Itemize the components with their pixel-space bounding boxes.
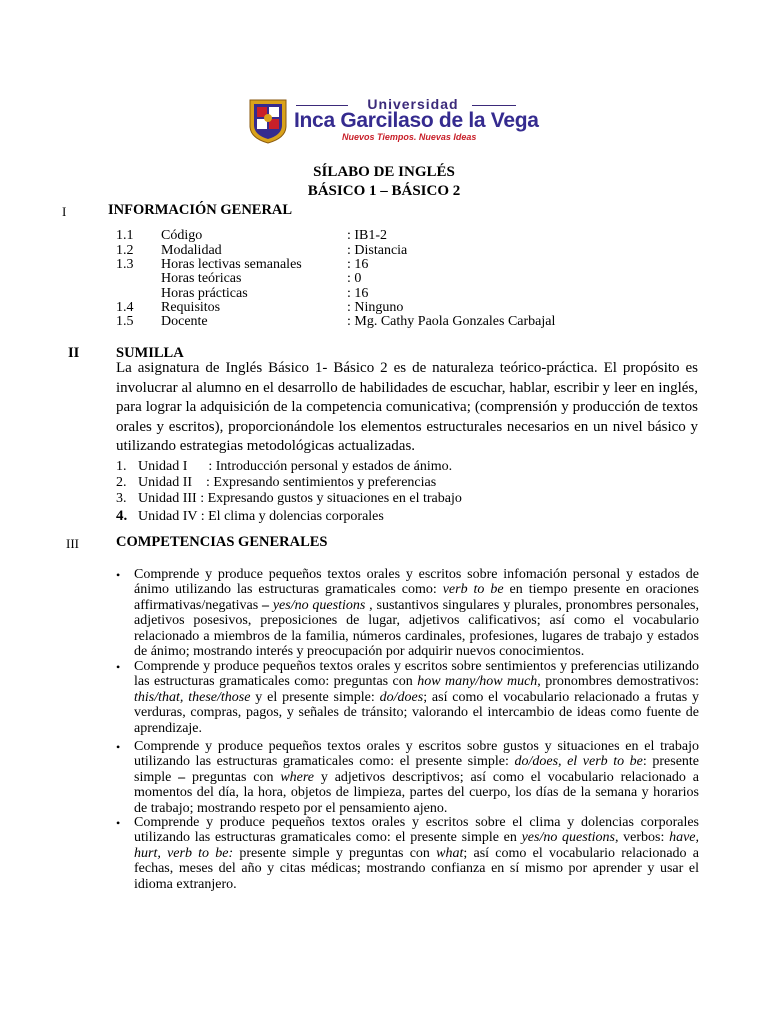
unit-number: 2.: [116, 475, 127, 490]
info-row: [116, 300, 676, 315]
unit-number: 3.: [116, 491, 127, 506]
bullet-icon: •: [116, 740, 121, 754]
unit-item: [116, 475, 436, 492]
info-value: : Distancia: [347, 243, 408, 258]
section-number: II: [68, 345, 80, 361]
info-row: [116, 286, 676, 301]
info-row: [116, 314, 676, 329]
info-row: [116, 228, 676, 243]
info-row: [116, 271, 676, 286]
info-number: 1.3: [116, 257, 134, 272]
info-key: Docente: [161, 314, 208, 329]
unit-text: Unidad II : Expresando sentimientos y preferencias: [138, 475, 437, 490]
info-number: 1.1: [116, 228, 134, 243]
info-key: Modalidad: [161, 243, 222, 258]
document-subtitle: BÁSICO 1 – BÁSICO 2: [307, 183, 461, 199]
crest-icon: [248, 96, 288, 144]
section-number: I: [62, 204, 67, 219]
unit-number: 4.: [116, 508, 128, 524]
university-logo: [248, 96, 539, 144]
section-number: III: [66, 536, 79, 551]
competence-item: Comprende y produce pequeños textos orales y escritos sobre gustos y situaciones en el trabajo utilizando las estructuras gramaticales como: el presente simple: do/does, el verb to be: presente simple – preguntas con where y adjetivos descriptivos; así como el vocabulario relacionado a momentos del día, la hora, objetos de limpieza, partes del cuerpo, los días de la semana y horarios de trabajo; mostrando respeto por el pensamiento ajeno.: [134, 739, 700, 816]
logo-tagline: Nuevos Tiempos. Nuevas Ideas: [342, 132, 477, 142]
unit-text: Unidad I : Introducción personal y estados de ánimo.: [138, 459, 453, 474]
competence-item: Comprende y produce pequeños textos orales y escritos sobre infomación personal y estados de ánimo utilizando las estructuras gramaticales como: verb to be en tiempo presente en oraciones affirmativas/negativas – yes/no questions , sustantivos singulares y plurales, pronombres personales, adjetivos posesivos, preposiciones de lugar, adjetivos calificativos; así como el vocabulario relacionado a miembros de la familia, números cardinales, profesiones, lugares de trabajo y estados de ánimo; mostrando interés y preocupación por adquirir nuevos conocimientos.: [134, 567, 700, 660]
competence-item: Comprende y produce pequeños textos orales y escritos sobre el clima y dolencias corporales utilizando las estructuras gramaticales como: el presente simple en yes/no questions, verbos: have, hurt, verb to be: presente simple y preguntas con what; así como el vocabulario relacionado a fechas, meses del año y citas médicas; mostrando confianza en sí mismo por aprender y usar el idioma extranjero.: [134, 815, 700, 892]
section-title: COMPETENCIAS GENERALES: [116, 534, 328, 550]
summary-paragraph: La asignatura de Inglés Básico 1- Básico 2 es de naturaleza teórico-práctica. El propósito es involucrar al alumno en el desarrollo de habilidades de escuchar, hablar, escribir y leer en inglés, para lograr la adquisición de la competencia comunicativa; (comprensión y producción de textos orales y escritos), proporcionándole los elementos estructurales necesarios en un nivel básico y utilizando estrategias metodológicas actualizadas.: [116, 360, 698, 454]
info-value: : Ninguno: [347, 300, 404, 315]
bullet-icon: •: [116, 660, 121, 674]
info-number: 1.2: [116, 243, 134, 258]
info-row: [116, 243, 676, 258]
logo-name: Inca Garcilaso de la Vega: [294, 109, 539, 132]
unit-item: [116, 491, 462, 508]
unit-text: Unidad IV : El clima y dolencias corporales: [138, 509, 384, 524]
info-number: 1.4: [116, 300, 134, 315]
info-key: Horas prácticas: [161, 286, 248, 301]
unit-number: 1.: [116, 459, 127, 474]
logo-university-label: Universidad: [367, 96, 459, 112]
info-key: Horas teóricas: [161, 271, 242, 286]
unit-text: Unidad III : Expresando gustos y situaciones en el trabajo: [138, 491, 462, 506]
info-key: Requisitos: [161, 300, 221, 315]
unit-item: [116, 459, 452, 476]
unit-item: [116, 508, 384, 525]
info-number: 1.5: [116, 314, 134, 329]
info-value: : IB1-2: [347, 228, 388, 243]
info-value: : 16: [347, 257, 369, 272]
info-key: Horas lectivas semanales: [161, 257, 302, 272]
section-title: SUMILLA: [116, 345, 184, 361]
info-value: : Mg. Cathy Paola Gonzales Carbajal: [347, 314, 556, 329]
section-title: INFORMACIÓN GENERAL: [108, 202, 293, 218]
info-value: : 16: [347, 286, 369, 301]
info-value: : 0: [347, 271, 362, 286]
info-row: [116, 257, 676, 272]
bullet-icon: •: [116, 568, 121, 582]
document-title: SÍLABO DE INGLÉS: [313, 164, 455, 180]
bullet-icon: •: [116, 816, 121, 830]
competence-item: Comprende y produce pequeños textos orales y escritos sobre sentimientos y preferencias utilizando las estructuras gramaticales como: preguntas con how many/how much, pronombres demostrativos: this/that, these/those y el presente simple: do/does; así como el vocabulario relacionado a frutas y verduras, compras, pagos, y señales de tránsito; valorando el intercambio de ideas como fuente de aprendizaje.: [134, 659, 700, 736]
info-key: Código: [161, 228, 203, 243]
